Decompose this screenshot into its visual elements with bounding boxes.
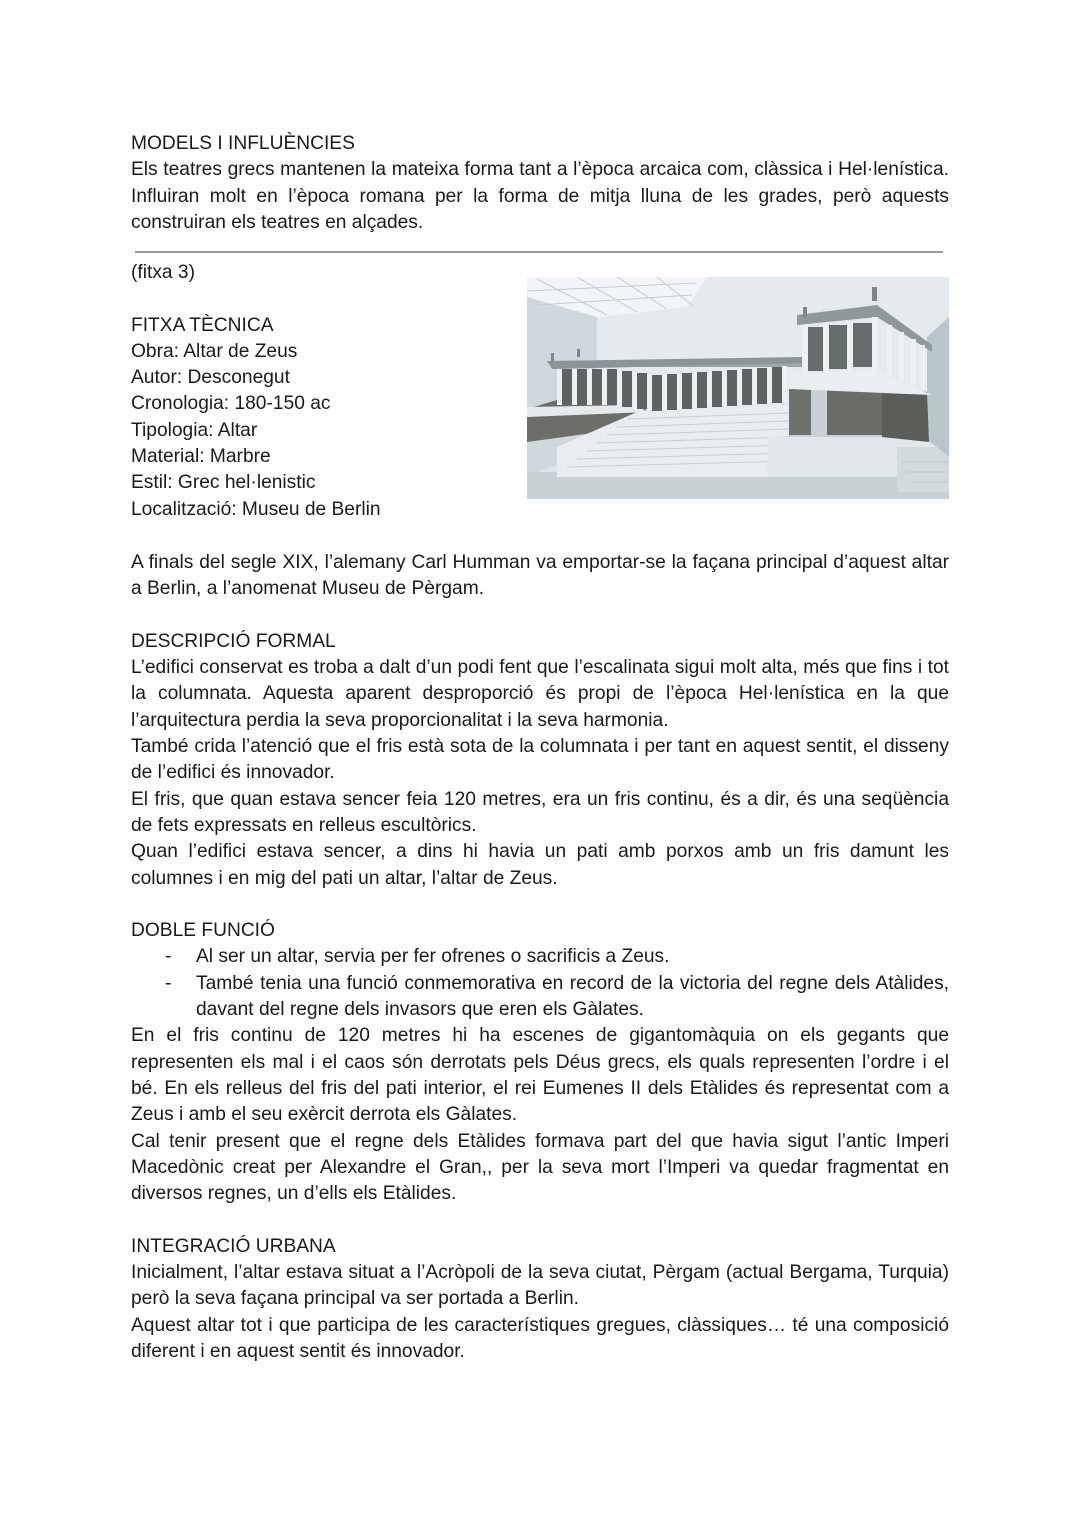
doble-paragraph-1: En el fris continu de 120 metres hi ha escenes de gigantomàquia on els gegants que representen els mal i el caos són derrotats pels Déus grecs, els quals representen l’ordre i el bé. En els relleus del fris del pati interior, el rei Eumenes II dels Etàlides és representat com a Zeus i amb el seu exèrcit derrota els Gàlates.	[131, 1025, 949, 1126]
fitxa-field-tipologia: Tipologia: Altar	[131, 419, 258, 441]
descripcio-paragraph-1: L’edifici conservat es troba a dalt d’un podi fent que l’escalinata sigui molt alta, més que fins i tot la columnata. Aquesta aparent desproporció és propi de l’època Hel·lenística en la que l’arquitectura perdia la seva proporcionalitat i la seva harmonia.	[131, 657, 949, 731]
models-heading: MODELS I INFLUÈNCIES	[131, 133, 355, 154]
integracio-heading: INTEGRACIÓ URBANA	[131, 1235, 336, 1257]
dash-bullet-icon: -	[165, 946, 172, 968]
doble-bullet-item	[165, 971, 949, 1024]
doble-bullet-item	[165, 944, 949, 970]
doble-bullet-text: Al ser un altar, servia per fer ofrenes o sacrificis a Zeus.	[196, 946, 670, 968]
fitxa-field-material: Material: Marbre	[131, 446, 271, 468]
models-paragraph: Els teatres grecs mantenen la mateixa forma tant a l’època arcaica com, clàssica i Hel·lenística. Influiran molt en l’època romana per la forma de mitja lluna de les grades, però aquests construiran els teatres en alçades.	[131, 159, 949, 233]
dash-bullet-icon: -	[165, 972, 172, 994]
fitxa-label: (fitxa 3)	[131, 262, 195, 283]
horizontal-divider	[135, 251, 943, 253]
doble-bullet-text: També tenia una funció conmemorativa en record de la victoria del regne dels Atàlides, davant del regne dels invasors que eren els Gàlates.	[196, 972, 949, 1021]
doble-heading: DOBLE FUNCIÓ	[131, 920, 275, 942]
doble-bullet-list	[131, 944, 949, 1023]
fitxa-section	[131, 260, 511, 523]
intro-paragraph: A finals del segle XIX, l’alemany Carl Humman va emportar-se la façana principal d’aquest altar a Berlin, a l’anomenat Museu de Pèrgam.	[131, 552, 949, 600]
models-section	[131, 131, 949, 236]
altar-photo	[527, 277, 949, 499]
fitxa-field-autor: Autor: Desconegut	[131, 367, 290, 389]
integracio-paragraph-1: Inicialment, l’altar estava situat a l’Acròpoli de la seva ciutat, Pèrgam (actual Bergama, Turquia) però la seva façana principal va ser portada a Berlin.	[131, 1262, 949, 1310]
descripcio-paragraph-2: També crida l’atenció que el fris està sota de la columnata i per tant en aquest sentit, el disseny de l’edifici és innovador.	[131, 736, 949, 784]
fitxa-field-estil: Estil: Grec hel·lenistic	[131, 472, 316, 494]
fitxa-field-localitzacio: Localització: Museu de Berlin	[131, 498, 381, 520]
descripcio-paragraph-4: Quan l’edifici estava sencer, a dins hi havia un pati amb porxos amb un fris damunt les columnes i en mig del pati un altar, l’altar de Zeus.	[131, 841, 949, 889]
fitxa-heading: FITXA TÈCNICA	[131, 314, 274, 336]
doble-paragraph-2: Cal tenir present que el regne dels Etàlides formava part del que havia sigut l’antic Imperi Macedònic creat per Alexandre el Gran,, per la seva mort l’Imperi va quedar fragmentat en diversos regnes, un d’ells els Etàlides.	[131, 1130, 949, 1205]
fitxa-field-obra: Obra: Altar de Zeus	[131, 340, 298, 362]
descripcio-paragraph-3: El fris, que quan estava sencer feia 120 metres, era un fris continu, és a dir, és una seqüència de fets expressats en relleus escultòrics.	[131, 788, 949, 836]
fitxa-field-cronologia: Cronologia: 180-150 ac	[131, 393, 331, 415]
integracio-paragraph-2: Aquest altar tot i que participa de les característiques gregues, clàssiques… té una composició diferent i en aquest sentit és innovador.	[131, 1314, 949, 1362]
descripcio-heading: DESCRIPCIÓ FORMAL	[131, 630, 336, 652]
lower-body	[131, 550, 949, 1365]
